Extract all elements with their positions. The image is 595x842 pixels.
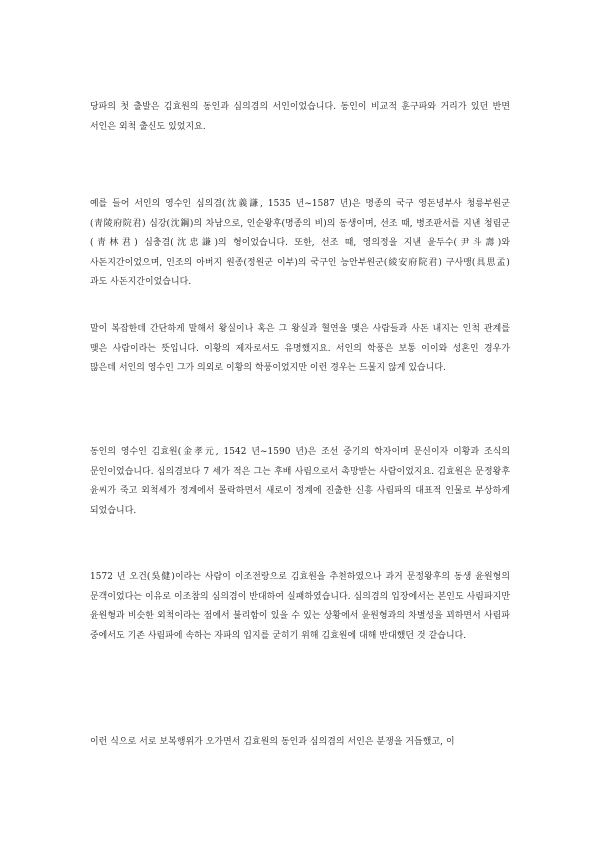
paragraph-1: 당파의 첫 출발은 김효원의 동인과 심의겸의 서인이었습니다. 동인이 비교적 훈구파와 거리가 있던 반면 서인은 외척 출신도 있었지요. <box>90 102 510 132</box>
paragraph-4: 동인의 영수인 김효원(金孝元, 1542 년~1590 년)은 조선 중기의 학자이며 문신이자 이황과 조식의 문인이었습니다. 심의겸보다 7 세가 적은 그는 후배 사림으로서 촉망받는 사람이었지요. 김효원은 문정왕후 윤씨가 죽고 외척세가 정계에서 몰락하면서 새로이 정계에 진출한 신흥 사림파의 대표적 인물로 부상하게 되었습니다. <box>90 447 510 516</box>
paragraph-6: 이런 식으로 서로 보복행위가 오가면서 김효원의 동인과 심의겸의 서인은 분쟁을 거듭했고, 이 <box>90 737 455 747</box>
paragraph-5: 1572 년 오건(吳健)이라는 사람이 이조전랑으로 김효원을 추천하였으나 과거 문정왕후의 동생 윤원형의 문객이었다는 이유로 이조참의 심의겸이 반대하여 실패하였습니다. 심의겸의 입장에서는 본인도 사림파지만 윤원형과 비슷한 외척이라는 점에서 불리함이 있을 수 있는 상황에서 윤원형과의 차별성을 꾀하면서 사림파 중에서도 기존 사림파에 속하는 자파의 입지를 굳히기 위해 김효원에 대해 반대했던 것 같습니다. <box>90 572 510 641</box>
paragraph-3: 말이 복잡한데 간단하게 말해서 왕실이나 혹은 그 왕실과 혈연을 맺은 사람들과 사돈 내지는 인척 관계를 맺은 사람이라는 뜻입니다. 이황의 제자로서도 유명했지요. 서인의 학풍은 보통 이이와 성혼인 경우가 많은데 서인의 영수인 그가 의외로 이황의 학풍이었지만 이런 경우는 드물지 않게 있습니다. <box>90 324 510 373</box>
paragraph-2: 예를 들어 서인의 영수인 심의겸(沈義謙, 1535 년~1587 년)은 명종의 국구 영돈녕부사 청릉부원군(靑陵府院君) 심강(沈鋼)의 차남으로, 인순왕후(명종의 비)의 동생이며, 선조 때, 병조판서를 지낸 청림군(靑林君) 심충겸(沈忠謙)의 형이었습니다. 또한, 선조 때, 영의정을 지낸 윤두수(尹斗壽)와 사돈지간이었으며, 인조의 아버지 원종(정원군 이부)의 국구인 능안부원군(綾安府院君) 구사맹(具思孟)과도 사돈지간이었습니다. <box>90 199 510 287</box>
